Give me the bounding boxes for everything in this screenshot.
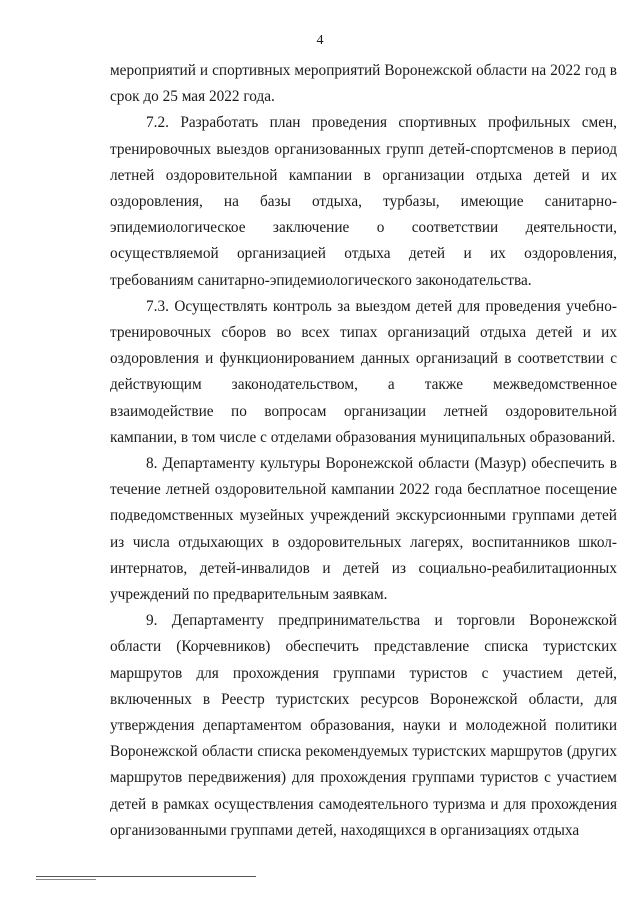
document-body (110, 58, 617, 844)
paragraph-continuation: мероприятий и спортивных мероприятий Воронежской области на 2022 год в срок до 25 мая 2022 года. (110, 62, 617, 106)
footer-rule-short (36, 879, 96, 880)
paragraph-7-2: 7.2. Разработать план проведения спортивных профильных смен, тренировочных выездов организованных групп детей-спортсменов в период летней оздоровительной кампании в организации отдыха детей и их оздоровления, на базы отдыха, турбазы, имеющие санитарно-эпидемиологическое заключение о соответствии деятельности, осуществляемой организацией отдыха детей и их оздоровления, требованиям санитарно-эпидемиологического законодательства. (110, 114, 617, 289)
footer-rule (36, 876, 256, 877)
page-number: 4 (316, 33, 324, 48)
paragraph-8: 8. Департаменту культуры Воронежской области (Мазур) обеспечить в течение летней оздоровительной кампании 2022 года бесплатное посещение подведомственных музейных учреждений экскурсионными группами детей из числа отдыхающих в оздоровительных лагерях, воспитанников школ-интернатов, детей-инвалидов и детей из социально-реабилитационных учреждений по предварительным заявкам. (110, 455, 617, 604)
paragraph-7-3: 7.3. Осуществлять контроль за выездом детей для проведения учебно-тренировочных сборов во всех типах организаций отдыха детей и их оздоровления и функционированием данных организаций в соответствии с действующим законодательством, а также межведомственное взаимодействие по вопросам организации летней оздоровительной кампании, в том числе с отделами образования муниципальных образований. (110, 297, 617, 446)
paragraph-9: 9. Департаменту предпринимательства и торговли Воронежской области (Корчевников) обеспечить представление списка туристских маршрутов для прохождения группами туристов с участием детей, включенных в Реестр туристских ресурсов Воронежской области, для утверждения департаментом образования, науки и молодежной политики Воронежской области списка рекомендуемых туристских маршрутов (других маршрутов передвижения) для прохождения группами туристов с участием детей в рамках осуществления самодеятельного туризма и для прохождения организованными группами детей, находящихся в организациях отдыха (110, 612, 617, 839)
